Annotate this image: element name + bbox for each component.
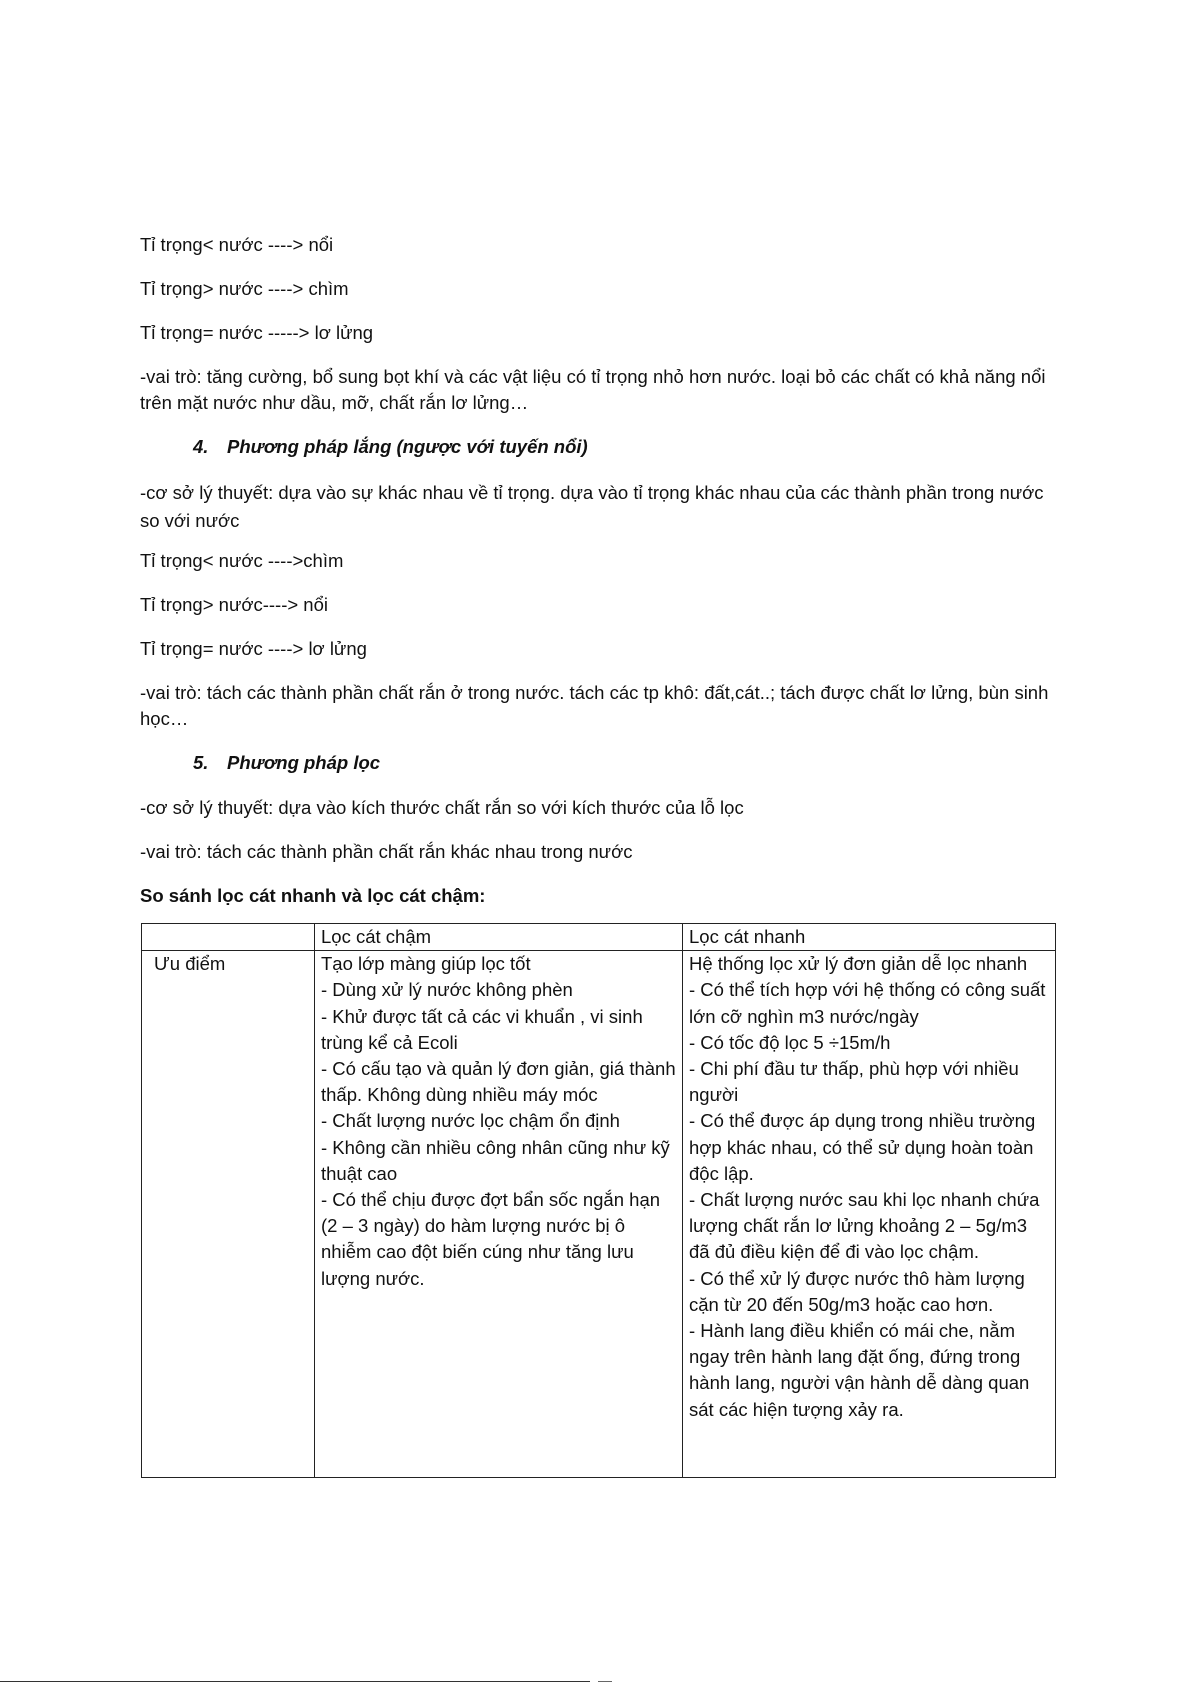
list-item: - Không cần nhiều công nhân cũng như kỹ thuật cao [321, 1136, 670, 1184]
row-label-cell: Ưu điểm [142, 951, 315, 1478]
list-item: - Có thể chịu được đợt bẩn sốc ngắn hạn (2 – 3 ngày) do hàm lượng nước bị ô nhiễm cao đột biến cúng như tăng lưu lượng nước. [321, 1189, 661, 1289]
section-5-theory: -cơ sở lý thuyết: dựa vào kích thước chất rắn so với kích thước của lỗ lọc [140, 797, 744, 818]
list-item: - Có tốc độ lọc 5 ÷15m/h [689, 1031, 891, 1053]
list-item: Tạo lớp màng giúp lọc tốt [321, 953, 531, 975]
list-item: - Chi phí đầu tư thấp, phù hợp với nhiều người [689, 1058, 1019, 1106]
table-header-cell: Lọc cát chậm [315, 924, 683, 951]
table-header-cell [142, 924, 315, 951]
list-item: - Chất lượng nước lọc chậm ổn định [321, 1110, 620, 1132]
section-4-number: 4. [193, 436, 209, 457]
density-line: Tỉ trọng= nước ----> lơ lửng [140, 638, 367, 659]
density-line: Tỉ trọng> nước----> nổi [140, 594, 328, 615]
list-item: - Có thể được áp dụng trong nhiều trường hợp khác nhau, có thể sử dụng hoàn toàn độc lập. [689, 1110, 1036, 1184]
list-item: - Khử được tất cả các vi khuẩn , vi sinh trùng kể cả Ecoli [321, 1005, 643, 1053]
density-line: Tỉ trọng= nước -----> lơ lửng [140, 322, 374, 343]
density-line: Tỉ trọng< nước ----> nổi [140, 234, 334, 255]
section-5-heading [193, 750, 1055, 776]
slow-filter-cell [315, 951, 683, 1478]
comparison-table [141, 923, 1056, 1478]
footer-divider [0, 1681, 590, 1682]
section-4-role: -vai trò: tách các thành phần chất rắn ở trong nước. tách các tp khô: đất,cát..; tách được chất lơ lửng, bùn sinh học… [140, 682, 1049, 729]
list-item: - Dùng xử lý nước không phèn [321, 979, 573, 1001]
list-item: - Có thể xử lý được nước thô hàm lượng cặn từ 20 đến 50g/m3 hoặc cao hơn. [689, 1267, 1025, 1315]
list-item: Hệ thống lọc xử lý đơn giản dễ lọc nhanh [689, 953, 1028, 975]
flotation-role: -vai trò: tăng cường, bổ sung bọt khí và các vật liệu có tỉ trọng nhỏ hơn nước. loại bỏ các chất có khả năng nổi trên mặt nước như dầu, mỡ, chất rắn lơ lửng… [140, 366, 1046, 413]
section-4-theory: -cơ sở lý thuyết: dựa vào sự khác nhau về tỉ trọng. dựa vào tỉ trọng khác nhau của các thành phần trong nước so với nước [140, 482, 1044, 531]
density-line: Tỉ trọng< nước ---->chìm [140, 550, 344, 571]
table-header-cell: Lọc cát nhanh [683, 924, 1056, 951]
table-header-row [142, 924, 1056, 951]
section-4-title: Phương pháp lắng (ngược với tuyến nổi) [227, 436, 588, 457]
list-item: - Có cấu tạo và quản lý đơn giản, giá thành thấp. Không dùng nhiều máy móc [321, 1058, 676, 1106]
document-body [140, 232, 1055, 1478]
table-row [142, 951, 1056, 1478]
list-item: - Hành lang điều khiển có mái che, nằm ngay trên hành lang đặt ống, đứng trong hành lang, người vận hành dễ dàng quan sát các hiện tượng xảy ra. [689, 1320, 1030, 1420]
section-5-number: 5. [193, 752, 209, 773]
footer-mark [598, 1675, 612, 1682]
list-item: - Chất lượng nước sau khi lọc nhanh chứa lượng chất rắn lơ lửng khoảng 2 – 5g/m3 đã đủ điều kiện để đi vào lọc chậm. [689, 1189, 1040, 1263]
density-line: Tỉ trọng> nước ----> chìm [140, 278, 349, 299]
list-item: - Có thể tích hợp với hệ thống có công suất lớn cỡ nghìn m3 nước/ngày [689, 979, 1046, 1027]
section-5-role: -vai trò: tách các thành phần chất rắn khác nhau trong nước [140, 841, 633, 862]
comparison-title: So sánh lọc cát nhanh và lọc cát chậm: [140, 885, 486, 906]
fast-filter-cell [683, 951, 1056, 1478]
section-5-title: Phương pháp lọc [227, 752, 381, 773]
section-4-heading [193, 434, 1055, 460]
